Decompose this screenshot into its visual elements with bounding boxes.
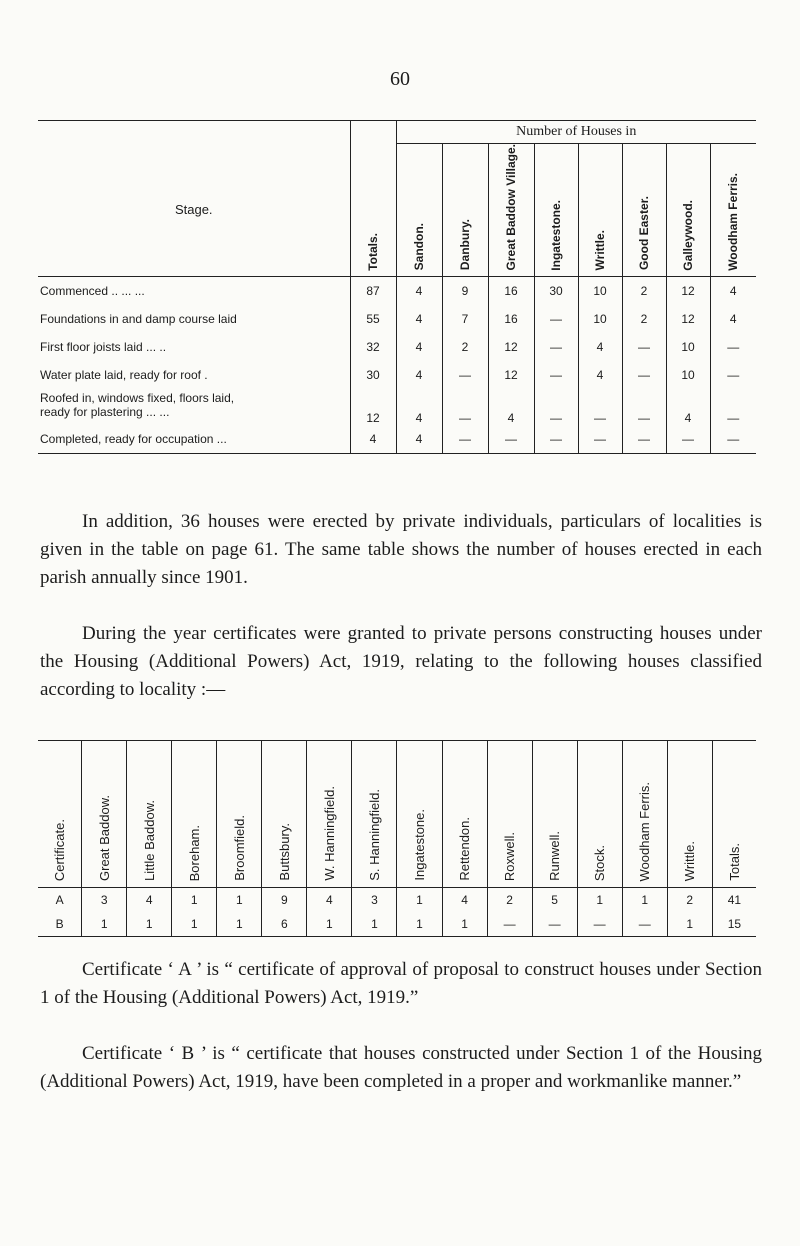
- table-row: [38, 912, 756, 937]
- table-cell: 10: [578, 305, 622, 333]
- table-cell: 4: [666, 389, 710, 425]
- table-cell: —: [710, 389, 756, 425]
- table-cell: 1: [442, 912, 487, 937]
- paragraph-certificate-a: Certificate ‘ A ’ is “ certificate of approval of proposal to construct houses under Section 1 of the Housing (Additional Powers) Act, 1919.”: [40, 959, 762, 1008]
- table-cell: 1: [307, 912, 352, 937]
- table-cell: 4: [710, 277, 756, 306]
- column-header: Great Baddow Village.: [488, 144, 534, 277]
- table-cell: 5: [532, 888, 577, 913]
- table-cell: 1: [217, 888, 262, 913]
- table-cell: 1: [172, 888, 217, 913]
- paragraph-certificates-intro: During the year certificates were granted to private persons constructing houses under the Housing (Additional Powers) Act, 1919, relating to the following houses classified according to locality :—: [40, 623, 762, 700]
- table-cell: —: [578, 389, 622, 425]
- table-cell: —: [577, 912, 622, 937]
- table-cell: B: [55, 917, 64, 931]
- paragraph-private-houses: In addition, 36 houses were erected by private individuals, particulars of localities is given in the table on page 61. The same table shows the number of houses erected in each parish annually since 1901.: [40, 511, 762, 588]
- column-header: Ingatestone.: [534, 144, 578, 277]
- table-cell: 4: [578, 333, 622, 361]
- table-cell: 1: [622, 888, 667, 913]
- table-cell: 9: [262, 888, 307, 913]
- column-header: Good Easter.: [622, 144, 666, 277]
- table-cell: 4: [396, 277, 442, 306]
- table-cell: 2: [667, 888, 712, 913]
- table-cell: —: [710, 333, 756, 361]
- table-cell: 1: [577, 888, 622, 913]
- column-header: Totals.: [712, 741, 756, 888]
- table-cell: —: [666, 425, 710, 454]
- table-cell: 30: [350, 361, 396, 389]
- table-cell: 10: [666, 361, 710, 389]
- table-cell: —: [534, 361, 578, 389]
- table-cell: 4: [396, 425, 442, 454]
- paragraph-certificate-b: Certificate ‘ B ’ is “ certificate that houses constructed under Section 1 of the Housing (Additional Powers) Act, 1919, have been completed in a proper and workmanlike manner.”: [40, 1043, 762, 1092]
- table-cell: 4: [307, 888, 352, 913]
- table-cell: —: [488, 425, 534, 454]
- table-row: [38, 361, 756, 389]
- column-header: Woodham Ferris.: [710, 144, 756, 277]
- table-cell: 16: [488, 277, 534, 306]
- column-header: Roxwell.: [487, 741, 532, 888]
- table-row: [38, 305, 756, 333]
- table-cell: —: [578, 425, 622, 454]
- table-cell: 1: [127, 912, 172, 937]
- table-cell: —: [622, 361, 666, 389]
- table-cell: —: [622, 333, 666, 361]
- column-header: Buttsbury.: [262, 741, 307, 888]
- table-cell: 87: [350, 277, 396, 306]
- table-cell: 12: [488, 361, 534, 389]
- table-cell: —: [534, 333, 578, 361]
- table-cell: 7: [442, 305, 488, 333]
- certificates-table: [38, 740, 756, 937]
- table-cell: 1: [667, 912, 712, 937]
- table-cell: 32: [350, 333, 396, 361]
- stage-label: Completed, ready for occupation ...: [38, 425, 350, 454]
- table-row: [38, 333, 756, 361]
- table-cell: 4: [350, 425, 396, 454]
- table-row: [38, 389, 756, 425]
- column-header: Galleywood.: [666, 144, 710, 277]
- stage-label: Commenced .. ... ...: [40, 284, 145, 299]
- table-cell: 30: [534, 277, 578, 306]
- stage-label: First floor joists laid ... ..: [40, 340, 167, 355]
- table-cell: 1: [82, 912, 127, 937]
- table-cell: 10: [666, 333, 710, 361]
- table-cell: 2: [442, 333, 488, 361]
- column-header: Boreham.: [172, 741, 217, 888]
- table-cell: 1: [397, 912, 442, 937]
- table-cell: 3: [82, 888, 127, 913]
- table-cell: —: [534, 389, 578, 425]
- table-cell: —: [710, 361, 756, 389]
- column-header: Writtle.: [667, 741, 712, 888]
- column-header: Ingatestone.: [397, 741, 442, 888]
- column-header: Writtle.: [578, 144, 622, 277]
- table-cell: —: [442, 361, 488, 389]
- column-header: W. Hanningfield.: [307, 741, 352, 888]
- column-header: Sandon.: [396, 144, 442, 277]
- houses-stage-table: [38, 120, 756, 454]
- table-cell: 4: [578, 361, 622, 389]
- column-header: Rettendon.: [442, 741, 487, 888]
- table-cell: —: [532, 912, 577, 937]
- table-cell: 4: [127, 888, 172, 913]
- table-cell: —: [622, 912, 667, 937]
- table-cell: 2: [622, 305, 666, 333]
- column-header: Stock.: [577, 741, 622, 888]
- stage-label: Water plate laid, ready for roof .: [40, 368, 208, 383]
- table-cell: —: [442, 389, 488, 425]
- table-cell: 2: [487, 888, 532, 913]
- table-cell: 15: [712, 912, 756, 937]
- table-cell: 3: [352, 888, 397, 913]
- column-header: Woodham Ferris.: [622, 741, 667, 888]
- column-header: Runwell.: [532, 741, 577, 888]
- table-cell: 4: [396, 389, 442, 425]
- table-cell: 16: [488, 305, 534, 333]
- table-cell: 2: [622, 277, 666, 306]
- table-cell: 4: [488, 389, 534, 425]
- table-cell: 41: [712, 888, 756, 913]
- page-number: 60: [390, 68, 410, 90]
- column-header: Broomfield.: [217, 741, 262, 888]
- table-cell: 10: [578, 277, 622, 306]
- table-cell: 4: [396, 305, 442, 333]
- group-header: Number of Houses in: [396, 121, 756, 144]
- table-cell: 4: [442, 888, 487, 913]
- table-cell: —: [487, 912, 532, 937]
- stage-header: Stage.: [38, 144, 350, 277]
- table-cell: 1: [397, 888, 442, 913]
- table-cell: 4: [710, 305, 756, 333]
- column-header: S. Hanningfield.: [352, 741, 397, 888]
- table-cell: 12: [666, 305, 710, 333]
- table-cell: —: [710, 425, 756, 454]
- column-header: Danbury.: [442, 144, 488, 277]
- table-cell: 4: [396, 333, 442, 361]
- stage-label: Foundations in and damp course laid: [40, 312, 237, 327]
- table-cell: 55: [350, 305, 396, 333]
- table-cell: A: [55, 893, 64, 907]
- column-header: Totals.: [350, 144, 396, 277]
- column-header: Little Baddow.: [127, 741, 172, 888]
- column-header: Great Baddow.: [82, 741, 127, 888]
- table-cell: 12: [666, 277, 710, 306]
- column-header: Certificate.: [38, 741, 82, 888]
- table-cell: 9: [442, 277, 488, 306]
- table-cell: 4: [396, 361, 442, 389]
- table-cell: —: [622, 389, 666, 425]
- table-cell: —: [622, 425, 666, 454]
- table-row: [38, 888, 756, 913]
- table-row: [38, 425, 756, 454]
- table-cell: 6: [262, 912, 307, 937]
- table-row: [38, 277, 756, 306]
- table-cell: 1: [352, 912, 397, 937]
- table-cell: 1: [217, 912, 262, 937]
- table-cell: —: [534, 425, 578, 454]
- table-cell: 12: [488, 333, 534, 361]
- stage-label: Roofed in, windows fixed, floors laid, ready for plastering ... ...: [40, 391, 235, 420]
- table-cell: —: [534, 305, 578, 333]
- table-cell: 1: [172, 912, 217, 937]
- table-cell: 12: [350, 389, 396, 425]
- table-cell: —: [442, 425, 488, 454]
